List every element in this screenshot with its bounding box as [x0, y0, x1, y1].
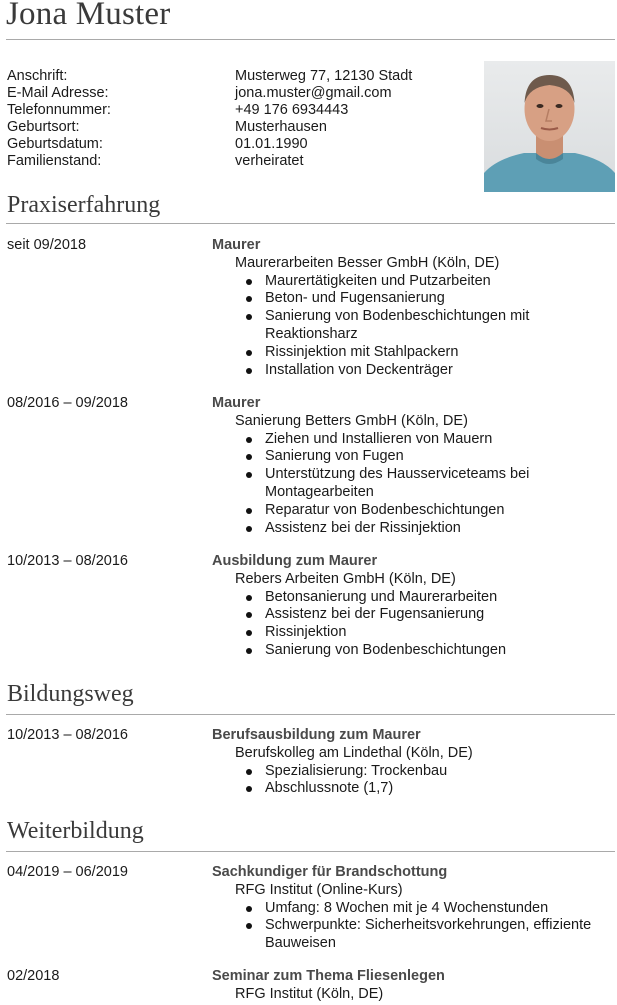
section-rule: [6, 223, 615, 224]
personal-label: Familienstand:: [7, 153, 102, 169]
entry-bullets: [239, 431, 609, 538]
entry-bullets: [239, 273, 609, 380]
entry-role: Sachkundiger für Brandschottung: [212, 864, 448, 880]
personal-row-phone: [7, 102, 412, 119]
personal-value: Musterweg 77, 12130 Stadt: [235, 68, 413, 84]
personal-label: Geburtsdatum:: [7, 136, 103, 152]
personal-value: Musterhausen: [235, 119, 327, 135]
personal-value: verheiratet: [235, 153, 304, 169]
personal-row-birthdate: [7, 136, 412, 153]
section-title-experience: Praxiserfahrung: [7, 192, 161, 218]
entry-date: seit 09/2018: [7, 237, 87, 253]
entry-date: 02/2018: [7, 968, 60, 984]
personal-row-email: [7, 85, 412, 102]
entry-organization: Sanierung Betters GmbH (Köln, DE): [235, 412, 468, 429]
personal-value: +49 176 6934443: [235, 102, 349, 118]
entry-date: 08/2016 – 09/2018: [7, 395, 128, 411]
list-item: Ziehen und Installieren von Mauern: [239, 431, 609, 449]
list-item: Reparatur von Bodenbeschichtungen: [239, 502, 609, 520]
personal-label: Telefonnummer:: [7, 102, 111, 118]
section-title-training: Weiterbildung: [7, 818, 144, 844]
entry-organization: Berufskolleg am Lindethal (Köln, DE): [235, 744, 473, 761]
personal-row-marital: [7, 153, 412, 170]
list-item: Rissinjektion mit Stahlpackern: [239, 344, 609, 362]
entry-organization: RFG Institut (Online-Kurs): [235, 881, 403, 898]
entry-date: 10/2013 – 08/2016: [7, 727, 128, 743]
list-item: Installation von Deckenträger: [239, 362, 609, 380]
entry-organization: RFG Institut (Köln, DE): [235, 985, 384, 1002]
entry-role: Seminar zum Thema Fliesenlegen: [212, 968, 445, 984]
personal-row-address: [7, 68, 412, 85]
list-item: Sanierung von Bodenbeschichtungen: [239, 642, 609, 660]
entry-date: 04/2019 – 06/2019: [7, 864, 128, 880]
entry-bullets: [239, 900, 609, 953]
list-item: Umfang: 8 Wochen mit je 4 Wochenstunden: [239, 900, 609, 918]
person-portrait-icon: [484, 61, 615, 192]
section-title-education: Bildungsweg: [7, 681, 134, 707]
personal-label: Anschrift:: [7, 68, 68, 84]
list-item: Beton- und Fugensanierung: [239, 290, 609, 308]
list-item: Sanierung von Bodenbeschichtungen mit Reaktionsharz: [239, 308, 609, 344]
list-item: Spezialisierung: Trockenbau: [239, 763, 609, 781]
list-item: Assistenz bei der Fugensanierung: [239, 606, 609, 624]
personal-row-birthplace: [7, 119, 412, 136]
entry-role: Maurer: [212, 237, 261, 253]
entry-role: Berufsausbildung zum Maurer: [212, 727, 421, 743]
entry-organization: Rebers Arbeiten GmbH (Köln, DE): [235, 570, 456, 587]
candidate-name: Jona Muster: [6, 0, 171, 32]
list-item: Unterstützung des Hausserviceteams bei Montagearbeiten: [239, 466, 609, 502]
list-item: Sanierung von Fugen: [239, 448, 609, 466]
list-item: Maurertätigkeiten und Putzarbeiten: [239, 273, 609, 291]
entry-bullets: [239, 589, 609, 660]
section-rule: [6, 714, 615, 715]
list-item: Rissinjektion: [239, 624, 609, 642]
personal-info: [7, 68, 412, 170]
list-item: Abschlussnote (1,7): [239, 780, 609, 798]
list-item: Betonsanierung und Maurerarbeiten: [239, 589, 609, 607]
entry-role: Ausbildung zum Maurer: [212, 553, 378, 569]
list-item: Schwerpunkte: Sicherheitsvorkehrungen, effiziente Bauweisen: [239, 917, 609, 953]
list-item: Assistenz bei der Rissinjektion: [239, 520, 609, 538]
personal-value: jona.muster@gmail.com: [235, 85, 392, 101]
profile-photo: [484, 61, 615, 192]
personal-label: E-Mail Adresse:: [7, 85, 109, 101]
personal-value: 01.01.1990: [235, 136, 308, 152]
entry-date: 10/2013 – 08/2016: [7, 553, 128, 569]
header-rule: [6, 39, 615, 40]
entry-role: Maurer: [212, 395, 261, 411]
section-rule: [6, 851, 615, 852]
entry-bullets: [239, 763, 609, 799]
personal-label: Geburtsort:: [7, 119, 80, 135]
entry-organization: Maurerarbeiten Besser GmbH (Köln, DE): [235, 254, 500, 271]
